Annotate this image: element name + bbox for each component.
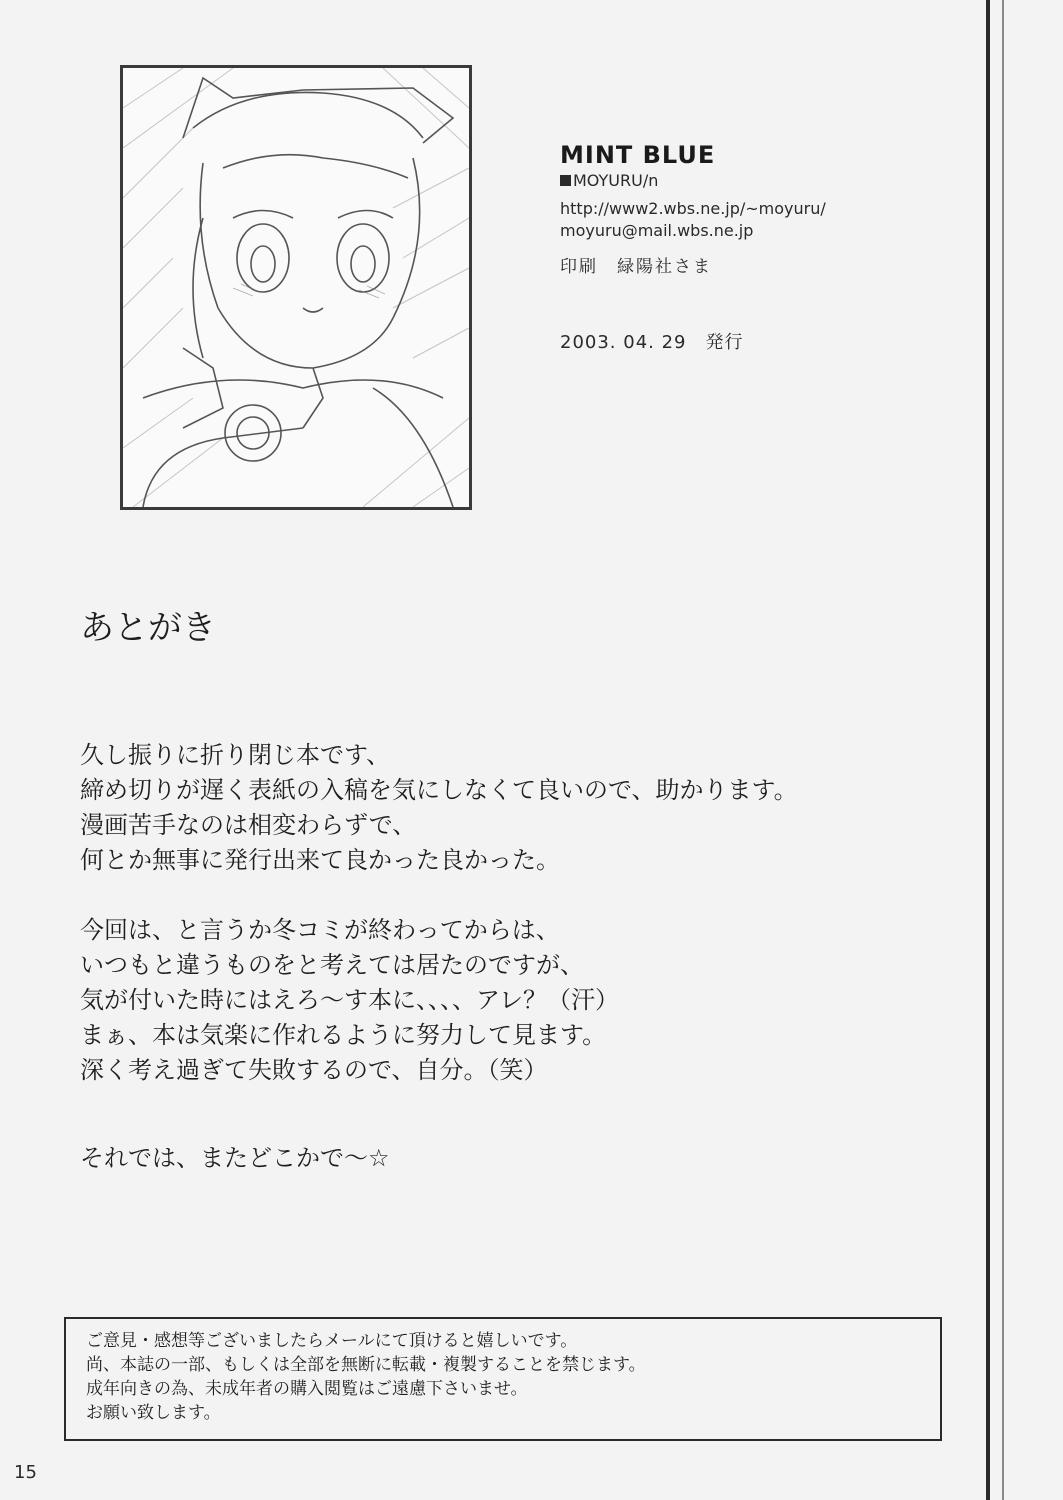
circle-name [560, 170, 960, 192]
page-edge-shadow [1002, 0, 1004, 1500]
notice-line: 成年向きの為、未成年者の購入閲覧はご遠慮下さいませ。 [86, 1379, 528, 1399]
notice-line: お願い致します。 [86, 1403, 221, 1423]
afterword-closing: それでは、またどこかで～☆ [80, 1144, 390, 1172]
afterword-line: まぁ、本は気楽に作れるように努力して見ます。 [80, 1021, 607, 1049]
afterword-body [80, 738, 960, 1176]
notice-box [64, 1317, 942, 1441]
publication-date: 2003. 04. 29 発行 [560, 332, 744, 353]
book-title: MINT BLUE [560, 141, 716, 169]
afterword-line: いつもと違うものをと考えては居たのですが、 [80, 951, 584, 979]
afterword-line: 締め切りが遅く表紙の入稿を気にしなくて良いので、助かります。 [80, 776, 798, 804]
sketch-illustration [120, 65, 472, 510]
contact-email: moyuru@mail.wbs.ne.jp [560, 221, 754, 240]
paragraph-gap [80, 878, 960, 913]
colophon [560, 140, 960, 278]
afterword-line: 深く考え過ぎて失敗するので、自分。（笑） [80, 1056, 548, 1084]
afterword-heading: あとがき [80, 608, 216, 648]
notice-line: ご意見・感想等ございましたらメールにて頂けると嬉しいです。 [86, 1331, 578, 1351]
page-number: 15 [14, 1462, 37, 1483]
afterword-line: 久し振りに折り閉じ本です、 [80, 741, 391, 769]
afterword-line: 気が付いた時にはえろ～す本に、、、、アレ？（汗） [80, 986, 620, 1014]
pencil-sketch-girl-illustration [123, 68, 469, 507]
afterword-line: 漫画苦手なのは相変わらずで、 [80, 811, 417, 839]
afterword-line: 何とか無事に発行出来て良かった良かった。 [80, 846, 560, 874]
notice-line: 尚、本誌の一部、もしくは全部を無断に転載・複製することを禁じます。 [86, 1355, 646, 1375]
paragraph-gap [80, 1088, 960, 1141]
printer-credit: 印刷 緑陽社さま [560, 257, 712, 277]
website-url: http://www2.wbs.ne.jp/~moyuru/ [560, 199, 826, 218]
page-edge-line [986, 0, 990, 1500]
square-bullet-icon [560, 175, 571, 186]
circle-name-text: MOYURU/n [573, 171, 659, 190]
afterword-line: 今回は、と言うか冬コミが終わってからは、 [80, 916, 560, 944]
